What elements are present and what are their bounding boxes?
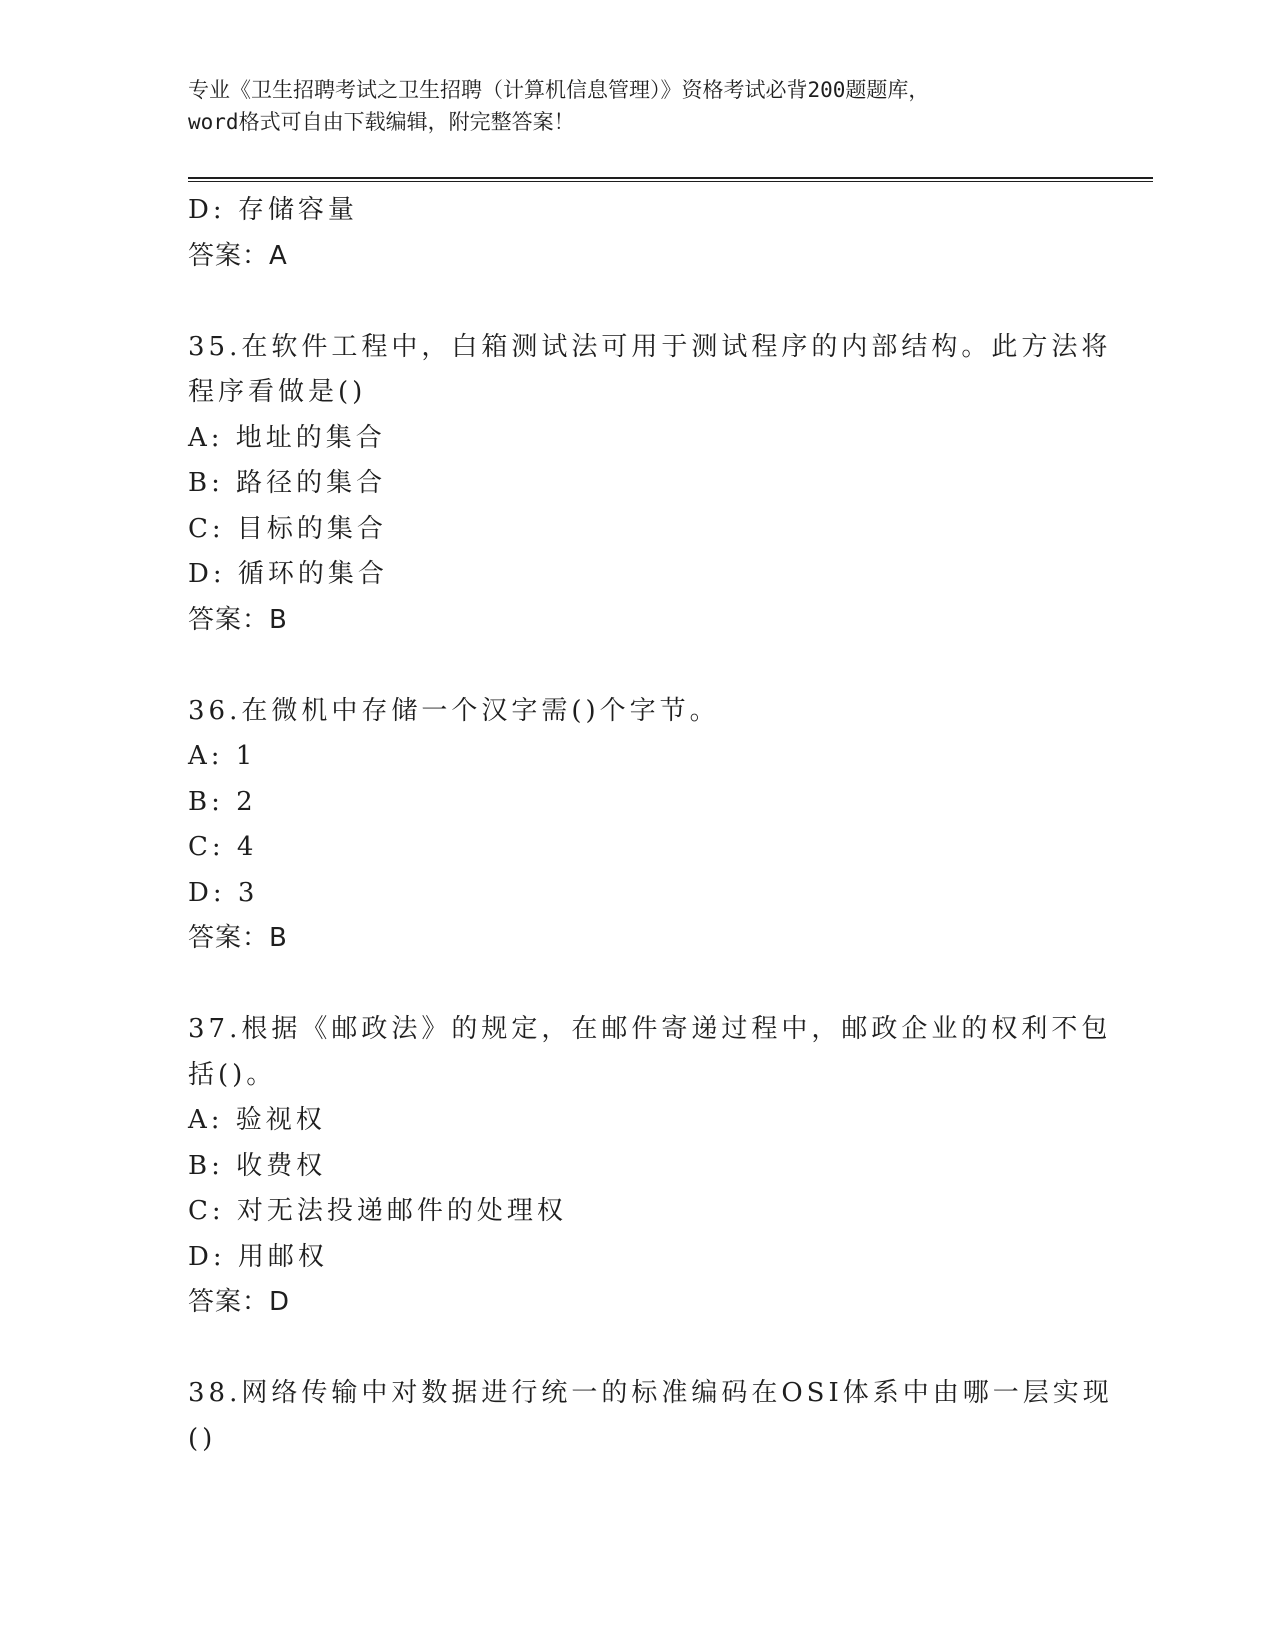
header-line-1: 专业《卫生招聘考试之卫生招聘（计算机信息管理）》资格考试必背200题题库， (188, 78, 930, 102)
question-block-36 (188, 689, 1088, 962)
option-a: A: 验视权 (188, 1105, 326, 1135)
header-line-2: word格式可自由下载编辑，附完整答案！ (188, 110, 575, 134)
question-block-35 (188, 325, 1112, 644)
header-divider-thin (188, 181, 1153, 182)
option-a: A: 1 (188, 741, 257, 771)
option-c: C: 4 (188, 832, 258, 862)
option-d: D: 循环的集合 (188, 559, 388, 589)
option-b: B: 路径的集合 (188, 468, 387, 498)
question-text: 37.根据《邮政法》的规定，在邮件寄递过程中，邮政企业的权利不包 (188, 1014, 1112, 1044)
question-block-37 (188, 1007, 1112, 1326)
question-text: 36.在微机中存储一个汉字需()个字节。 (188, 695, 720, 726)
question-text-continued: () (188, 1423, 217, 1454)
answer-line: 答案：B (188, 604, 288, 635)
question-text-continued: 括()。 (188, 1059, 277, 1090)
answer-line: 答案：A (188, 240, 288, 271)
header-divider-thick (188, 177, 1153, 179)
document-header (188, 74, 1068, 138)
option-c: C: 对无法投递邮件的处理权 (188, 1196, 567, 1226)
question-text: 35.在软件工程中，白箱测试法可用于测试程序的内部结构。此方法将 (188, 331, 1112, 362)
question-text: 38.网络传输中对数据进行统一的标准编码在OSI体系中由哪一层实现 (188, 1378, 1113, 1408)
question-content (188, 188, 1113, 1462)
question-block-34 (188, 188, 1088, 279)
option-c: C: 目标的集合 (188, 513, 387, 544)
option-d: D: 存储容量 (188, 195, 358, 225)
answer-line: 答案：B (188, 923, 288, 953)
option-b: B: 2 (188, 786, 257, 817)
option-a: A: 地址的集合 (188, 422, 386, 453)
question-block-38 (188, 1371, 1113, 1462)
question-text-continued: 程序看做是() (188, 377, 367, 407)
option-b: B: 收费权 (188, 1150, 327, 1181)
answer-line: 答案：D (188, 1287, 291, 1317)
option-d: D: 3 (188, 877, 259, 908)
option-d: D: 用邮权 (188, 1241, 328, 1272)
